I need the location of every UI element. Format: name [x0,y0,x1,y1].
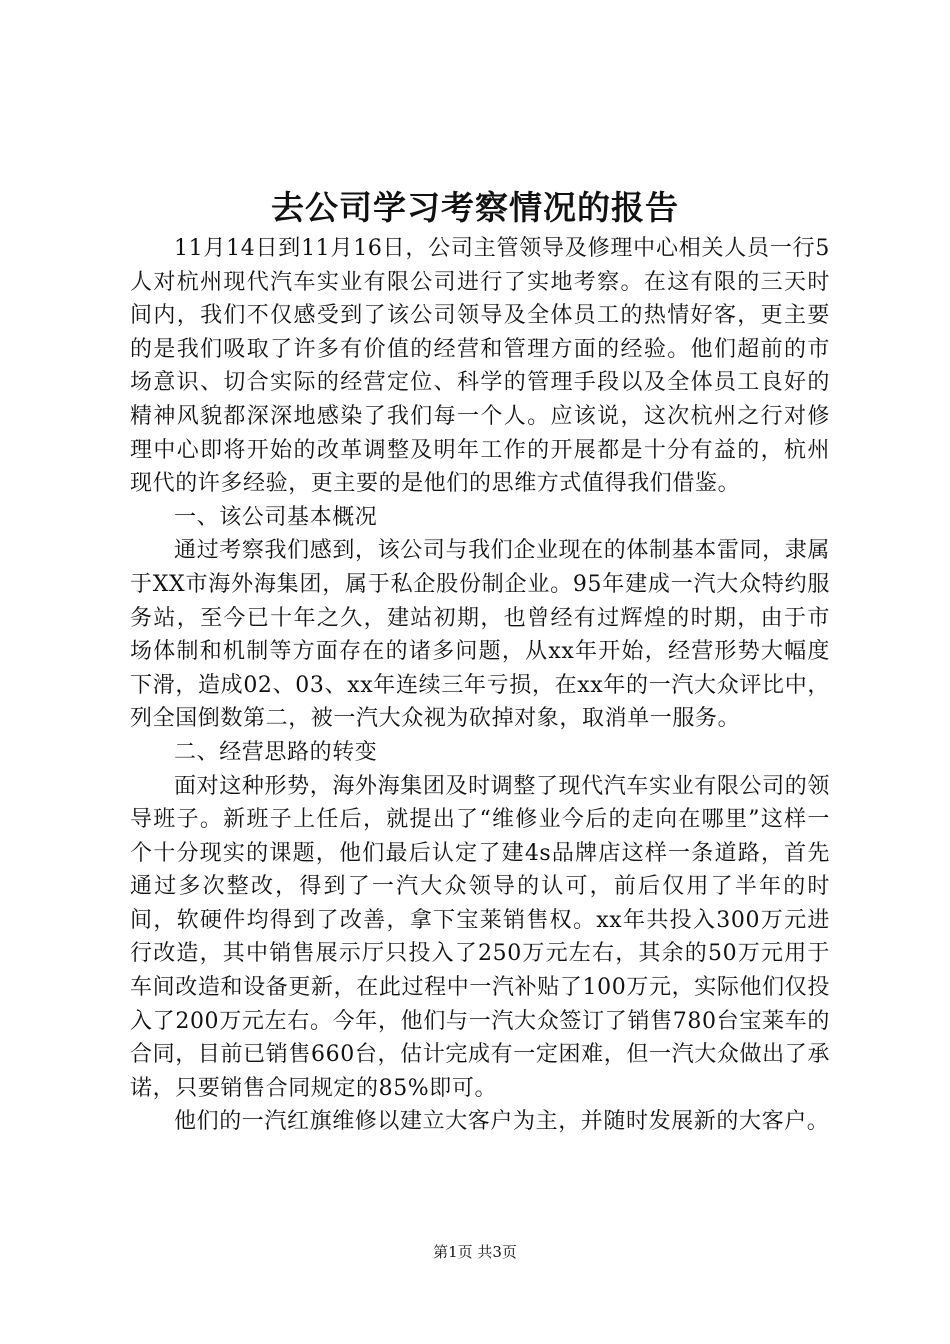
section-heading-strategy: 二、经营思路的转变 [174,739,378,765]
document-title: 去公司学习考察情况的报告 [271,188,679,227]
section-heading-overview: 一、该公司基本概况 [174,504,378,530]
document-body [130,232,830,1139]
paragraph-customers: 他们的一汽红旗维修以建立大客户为主，并随时发展新的大客户。 [174,1109,830,1135]
paragraph-overview: 通过考察我们感到，该公司与我们企业现在的体制基本雷同，隶属于XX市海外海集团，属于私企股份制企业。95年建成一汽大众特约服务站，至今已十年之久，建站初期，也曾经有过辉煌的时期，由于市场体制和机制等方面存在的诸多问题，从xx年开始，经营形势大幅度下滑，造成02、03、xx年连续三年亏损，在xx年的一汽大众评比中，列全国倒数第二，被一汽大众视为砍掉对象，取消单一服务。 [130,538,830,732]
paragraph-strategy: 面对这种形势，海外海集团及时调整了现代汽车实业有限公司的领导班子。新班子上任后，就提出了“维修业今后的走向在哪里”这样一个十分现实的课题，他们最后认定了建4s品牌店这样一条道路，首先通过多次整改，得到了一汽大众领导的认可，前后仅用了半年的时间，软硬件均得到了改善，拿下宝莱销售权。xx年共投入300万元进行改造，其中销售展示厅只投入了250万元左右，其余的50万元用于车间改造和设备更新，在此过程中一汽补贴了100万元，实际他们仅投入了200万元左右。今年，他们与一汽大众签订了销售780台宝莱车的合同，目前已销售660台，估计完成有一定困难，但一汽大众做出了承诺，只要销售合同规定的85%即可。 [130,773,830,1101]
page-footer: 第1页 共3页 [433,1243,517,1261]
paragraph-intro: 11月14日到11月16日，公司主管领导及修理中心相关人员一行5人对杭州现代汽车实业有限公司进行了实地考察。在这有限的三天时间内，我们不仅感受到了该公司领导及全体员工的热情好客，更主要的是我们吸取了许多有价值的经营和管理方面的经验。他们超前的市场意识、切合实际的经营定位、科学的管理手段以及全体员工良好的精神风貌都深深地感染了我们每一个人。应该说，这次杭州之行对修理中心即将开始的改革调整及明年工作的开展都是十分有益的，杭州现代的许多经验，更主要的是他们的思维方式值得我们借鉴。 [130,236,830,497]
